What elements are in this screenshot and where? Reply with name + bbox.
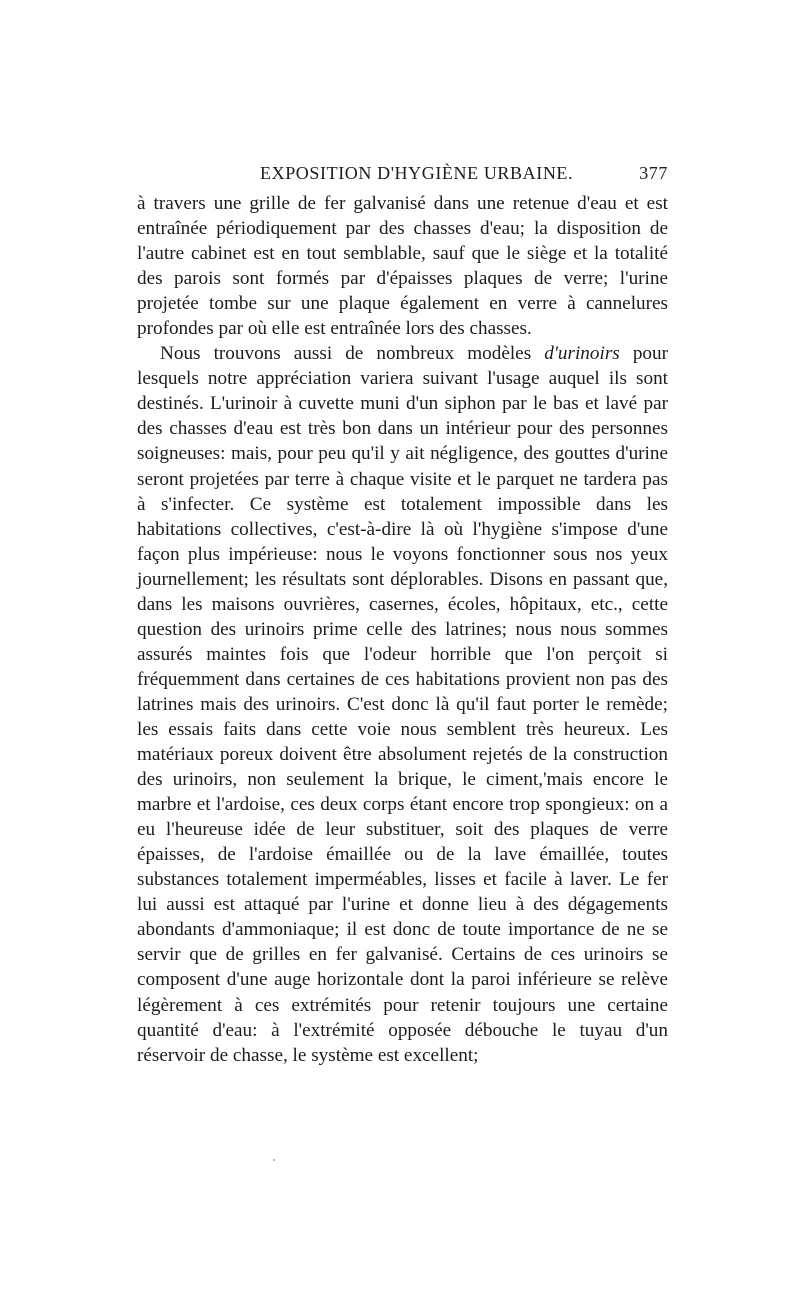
- running-head: [137, 163, 668, 187]
- italic-term-urinoirs: d'urinoirs: [544, 343, 620, 365]
- paragraph-urinoirs-body: pour lesquels notre appréciation variera suivant l'usage auquel ils sont destinés. L'urinoir à cuvette muni d'un siphon par le bas et lavé par des chasses d'eau est très bon dans un intérieur pour des personnes soigneuses: mais, pour peu qu'il y ait négligence, des gouttes d'urine seront projetées par terre à chaque visite et le parquet ne tardera pas à s'infecter. Ce système est totalement impossible dans les habitations collectives, c'est-à-dire là où l'hygiène s'impose d'une façon plus impérieuse: nous le voyons fonctionner sous nos yeux journellement; les résultats sont déplorables. Disons en passant que, dans les maisons ouvrières, casernes, écoles, hôpitaux, etc., cette question des urinoirs prime celle des latrines; nous nous sommes assurés maintes fois que l'odeur horrible que l'on perçoit si fréquemment dans certaines de ces habitations provient non pas des latrines mais des urinoirs. C'est donc là qu'il faut porter le remède; les essais faits dans cette voie nous semblent très heureux. Les matériaux poreux doivent être absolument rejetés de la construction des urinoirs, non seulement la brique, le ciment,'mais encore le marbre et l'ardoise, ces deux corps étant encore trop spongieux: on a eu l'heureuse idée de leur substituer, soit des plaques de verre épaisses, de l'ardoise émaillée ou de la lave émaillée, toutes substances totalement imperméables, lisses et facile à laver. Le fer lui aussi est attaqué par l'urine et donne lieu à des dégagements abondants d'ammoniaque; il est donc de toute importance de ne se servir que de grilles en fer galvanisé. Certains de ces urinoirs se composent d'une auge horizontale dont la paroi inférieure se relève légèrement à ces extrémités pour retenir toujours une certaine quantité d'eau: à l'extrémité opposée débouche le tuyau d'un réservoir de chasse, le système est excellent;: [137, 343, 668, 1066]
- page-number: 377: [639, 163, 668, 183]
- paper-speck: [273, 1159, 275, 1161]
- paragraph-continued: à travers une grille de fer galvanisé dans une retenue d'eau et est entraînée périodiquement par des chasses d'eau; la disposition de l'autre cabinet est en tout semblable, sauf que le siège et la totalité des parois sont formés par d'épaisses plaques de verre; l'urine projetée tombe sur une plaque également en verre à cannelures profondes par où elle est entraînée lors des chasses.: [137, 193, 668, 340]
- paragraph-urinoirs-lead: Nous trouvons aussi de nombreux modèles: [160, 343, 545, 365]
- running-title: EXPOSITION D'HYGIÈNE URBAINE.: [260, 163, 574, 183]
- book-page: [137, 163, 668, 1068]
- body-text: [137, 191, 668, 1068]
- paragraph-urinoirs: [137, 341, 668, 1067]
